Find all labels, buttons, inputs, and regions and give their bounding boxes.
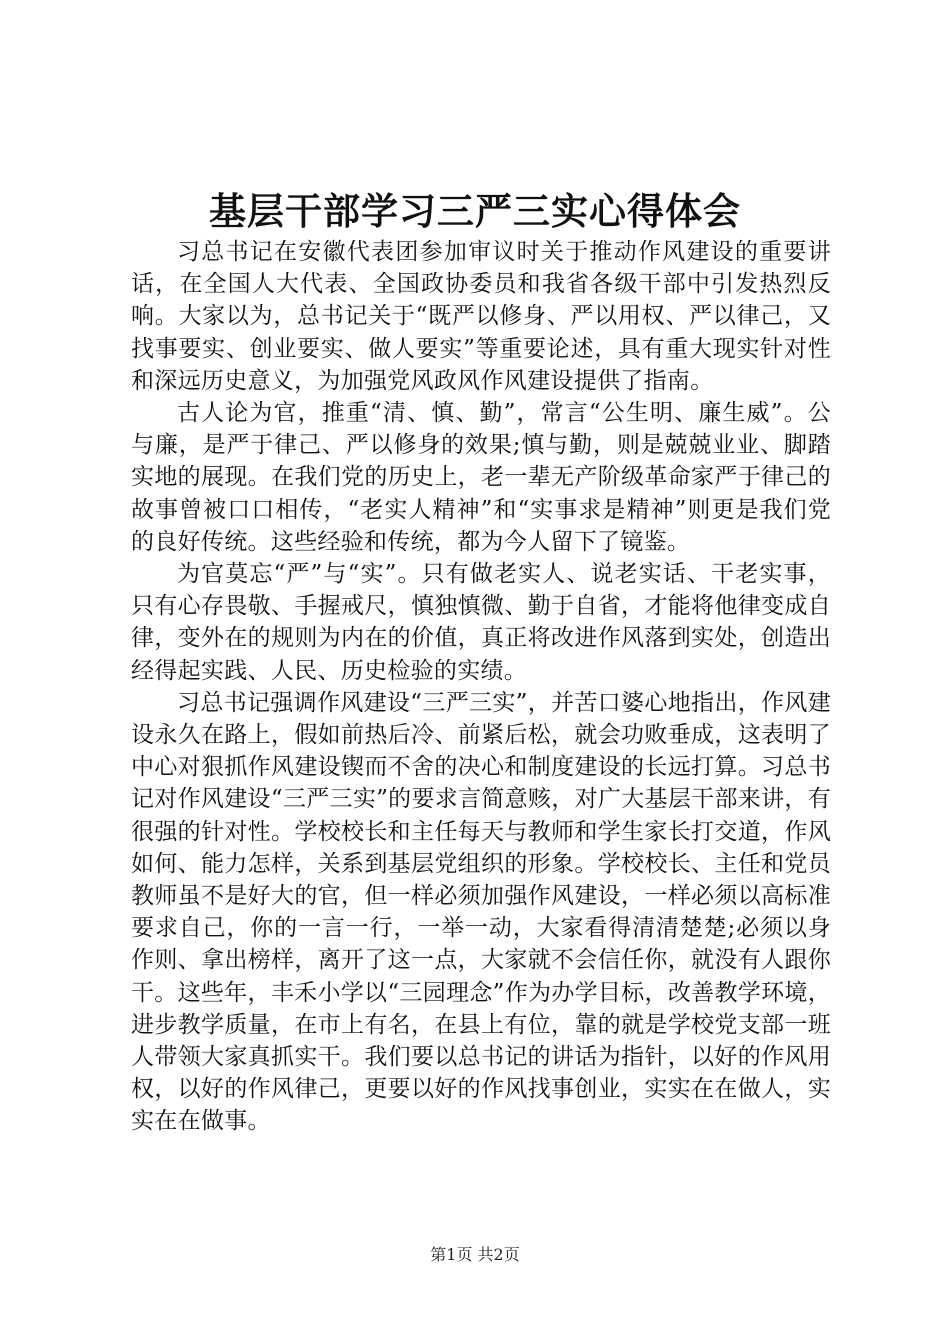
paragraph-4: 习总书记强调作风建设“三严三实”，并苦口婆心地指出，作风建设永久在路上，假如前热后冷、前紧后松，就会功败垂成，这表明了中心对狠抓作风建设锲而不舍的决心和制度建设的长远打算。习总书记对作风建设“三严三实”的要求言简意赅，对广大基层干部来讲，有很强的针对性。学校校长和主任每天与教师和学生家长打交道，作风如何、能力怎样，关系到基层党组织的形象。学校校长、主任和党员教师虽不是好大的官，但一样必须加强作风建设，一样必须以高标准要求自己，你的一言一行，一举一动，大家看得清清楚楚;必须以身作则、拿出榜样，离开了这一点，大家就不会信任你，就没有人跟你干。这些年，丰禾小学以“三园理念”作为办学目标，改善教学环境，进步教学质量，在市上有名，在县上有位，靠的就是学校党支部一班人带领大家真抓实干。我们要以总书记的讲话为指针，以好的作风用权，以好的作风律己，更要以好的作风找事创业，实实在在做人，实实在在做事。 — [131, 689, 831, 1135]
paragraph-1: 习总书记在安徽代表团参加审议时关于推动作风建设的重要讲话，在全国人大代表、全国政协委员和我省各级干部中引发热烈反响。大家以为，总书记关于“既严以修身、严以用权、严以律己，又找事要实、创业要实、做人要实”等重要论述，具有重大现实针对性和深远历史意义，为加强党风政风作风建设提供了指南。 — [131, 239, 831, 394]
page-number-footer: 第1页 共2页 — [430, 1245, 520, 1264]
paragraph-3: 为官莫忘“严”与“实”。只有做老实人、说老实话、干老实事，只有心存畏敬、手握戒尺，慎独慎微、勤于自省，才能将他律变成自律，变外在的规则为内在的价值，真正将改进作风落到实处，创造出经得起实践、人民、历史检验的实绩。 — [131, 561, 831, 684]
page-title: 基层干部学习三严三实心得体会 — [209, 189, 741, 233]
paragraph-2: 古人论为官，推重“清、慎、勤”，常言“公生明、廉生威”。公与廉，是严于律己、严以修身的效果;慎与勤，则是兢兢业业、脚踏实地的展现。在我们党的历史上，老一辈无产阶级革命家严于律己的故事曾被口口相传，“老实人精神”和“实事求是精神”则更是我们党的良好传统。这些经验和传统，都为今人留下了镜鉴。 — [131, 400, 831, 555]
document-body — [131, 236, 831, 1138]
